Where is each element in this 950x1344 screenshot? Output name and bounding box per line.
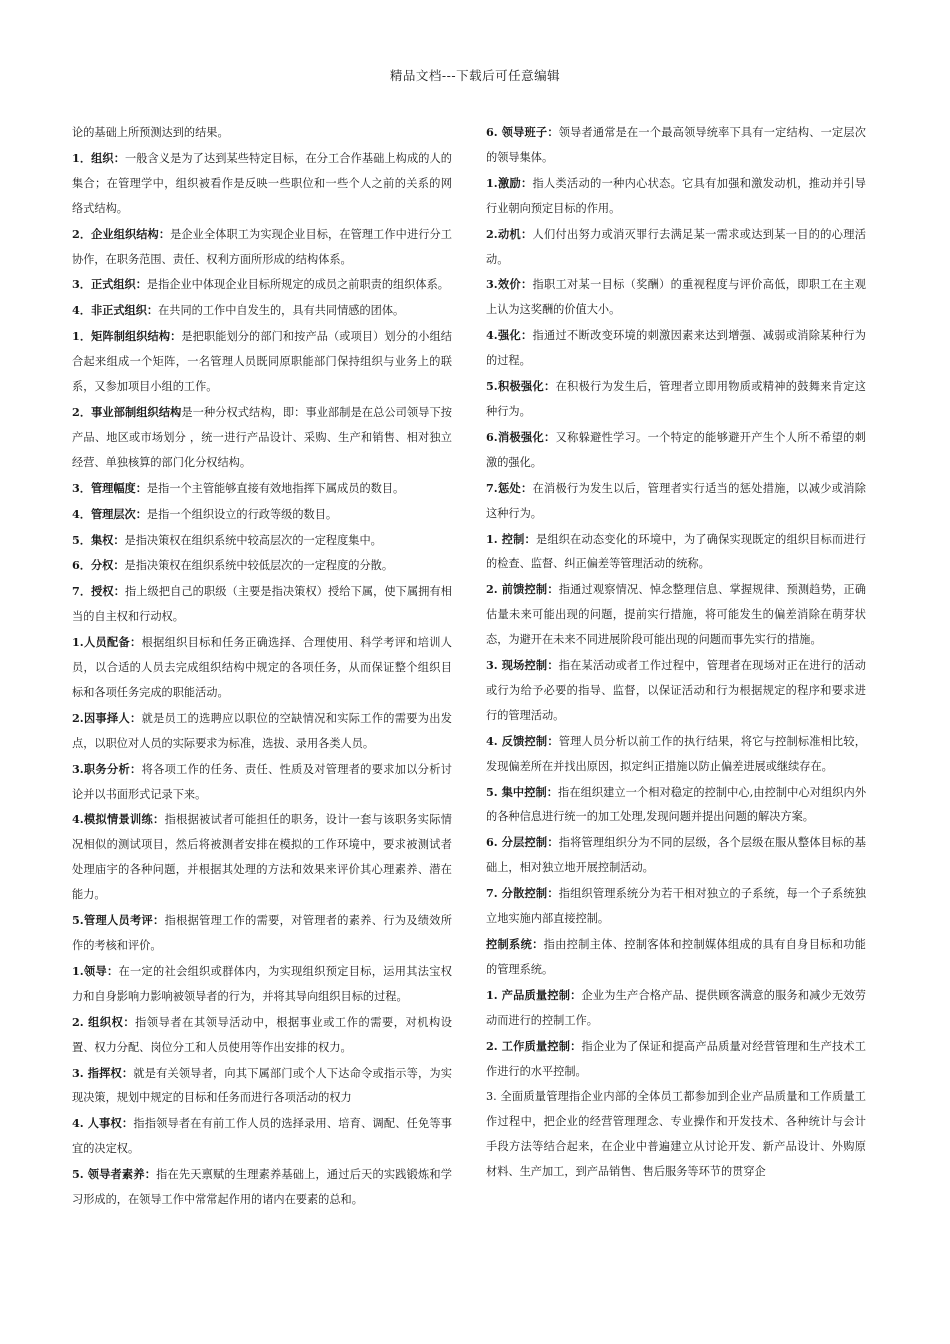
term: 1.人员配备： [72,635,142,650]
definition: 指根据被试者可能担任的职务，设计一套与该职务实际情况相似的测试项目，然后将被测者安排在模拟的工作环境中，要求被测试者处理庙宇的各种问题，并根据其处理的方法和效果来评价其心理素养、潜在能力。 [72,813,452,902]
paragraph [72,553,452,579]
paragraph [72,298,452,324]
definition: 又称躲避性学习。一个特定的能够避开产生个人所不希望的刺激的强化。 [486,430,866,469]
definition: 论的基础上所预测达到的结果。 [72,126,229,139]
paragraph [486,653,866,729]
paragraph [72,400,452,476]
term: 2. 前馈控制： [486,582,559,597]
term: 6. 分层控制： [486,835,559,850]
definition: 指指领导者在有前工作人员的选择录用、培育、调配、任免等事宜的决定权。 [72,1117,452,1156]
term: 7．授权： [72,584,125,599]
page-header: 精品文档---下载后可任意编辑 [389,68,561,83]
term: 4. 人事权： [72,1116,134,1131]
paragraph [486,729,866,780]
definition: 指在先天禀赋的生理素养基础上，通过后天的实践锻炼和学习形成的，在领导工作中常常起作用的诸内在要素的总和。 [72,1168,452,1207]
definition: 人们付出努力或消灭罪行去满足某一需求或达到某一目的的心理活动。 [486,227,866,266]
paragraph [72,959,452,1010]
paragraph [72,1010,452,1061]
definition: 根据组织目标和任务正确选择、合理使用、科学考评和培训人员，以合适的人员去完成组织结构中规定的各项任务，从而保证整个组织目标和各项任务完成的职能活动。 [72,636,452,699]
paragraph [486,881,866,932]
term: 6．分权： [72,558,125,573]
term: 6.消极强化： [486,429,556,444]
paragraph [486,932,866,983]
term: 6. 领导班子： [486,125,559,139]
term: 5．集权： [72,532,125,547]
term: 7. 分散控制： [486,886,559,901]
definition: 是指决策权在组织系统中较高层次的一定程度集中。 [124,533,382,547]
paragraph [486,272,866,323]
term: 3.效价： [486,277,533,292]
term: 控制系统： [486,937,544,951]
definition: 在消极行为发生以后，管理者实行适当的惩处措施，以减少或消除这种行为。 [486,481,866,520]
term: 4．非正式组织： [72,303,159,318]
paragraph [72,757,452,808]
definition: 是指一个主管能够直接有效地指挥下属成员的数目。 [146,481,405,495]
term: 1.激励： [486,175,533,190]
definition: 是一种分权式结构，即：事业部制是在总公司领导下按产品、地区或市场划分 ，统一进行产品设计、采购、生产和销售、相对独立经营、单独核算的部门化分权结构。 [72,405,452,469]
definition: 领导者通常是在一个最高领导统率下具有一定结构、一定层次的领导集体。 [486,126,866,164]
definition: 就是员工的选聘应以职位的空缺情况和实际工作的需要为出发点，以职位对人员的实际要求为标准，选拔、录用各类人员。 [72,711,452,750]
definition: 指职工对某一目标（奖酬）的重视程度与评价高低，即职工在主观上认为这奖酬的价值大小。 [486,278,866,317]
definition: 指在某活动或者工作过程中，管理者在现场对正在进行的活动或行为给予必要的指导、监督，以保证活动和行为根据规定的程序和要求进行的管理活动。 [486,659,866,722]
term: 1．矩阵制组织结构： [72,329,182,344]
definition: 指企业为了保证和提高产品质量对经营管理和生产技术工作进行的水平控制。 [486,1039,866,1078]
paragraph [72,1111,452,1162]
paragraph [486,323,866,374]
definition: 一般含义是为了达到某些特定目标，在分工合作基础上构成的人的集合；在管理学中，组织被看作是反映一些职位和一些个人之前的关系的网络式结构。 [72,151,452,215]
definition: 在积极行为发生后，管理者立即用物质或精神的鼓舞来肯定这种行为。 [486,380,866,418]
term: 2．企业组织结构： [72,226,171,241]
paragraph [72,630,452,706]
paragraph [72,222,452,273]
paragraph [486,830,866,881]
term: 1. 产品质量控制： [486,987,582,1002]
definition: 指由控制主体、控制客体和控制媒体组成的具有自身目标和功能的管理系统。 [486,938,866,976]
paragraph [72,476,452,502]
definition: 在一定的社会组织或群体内，为实现组织预定目标，运用其法宝权力和自身影响力影响被领导者的行为，并将其导向组织目标的过程。 [72,964,452,1003]
paragraph [486,171,866,222]
term: 3.职务分析： [72,761,142,776]
term: 5.管理人员考评： [72,913,165,928]
definition: 指在组织建立一个相对稳定的控制中心,由控制中心对组织内外的各种信息进行统一的加工处理,发现问题并提出问题的解决方案。 [486,785,867,824]
paragraph [486,476,866,527]
paragraph [72,528,452,554]
paragraph [486,425,866,476]
paragraph [486,120,866,171]
definition: 是组织在动态变化的环境中，为了确保实现既定的组织目标而进行的检查、监督、纠正偏差等管理活动的统称。 [486,532,866,571]
term: 5. 集中控制： [486,784,559,799]
definition: 是指企业中体现企业目标所规定的成员之前职责的组织体系。 [146,278,449,292]
term: 2. 工作质量控制： [486,1038,582,1053]
term: 2.因事择人： [72,710,142,725]
term: 2.动机： [486,226,533,241]
paragraph [486,983,866,1034]
definition: 是指一个组织设立的行政等级的数目。 [146,507,338,521]
term: 1. 控制： [486,531,536,546]
term: 1．组织： [72,150,125,165]
definition: 指上级把自己的职级（主要是指决策权）授给下属，使下属拥有相当的自主权和行动权。 [72,585,452,624]
paragraph [72,502,452,528]
term: 5. 领导者素养： [72,1167,157,1182]
paragraph [72,1061,452,1112]
definition: 企业为生产合格产品、提供顾客满意的服务和减少无效劳动而进行的控制工作。 [486,988,866,1027]
paragraph [72,706,452,757]
definition: 将各项工作的任务、责任、性质及对管理者的要求加以分析讨论并以书面形式记录下来。 [72,762,452,801]
paragraph [72,908,452,959]
definition: 管理人员分析以前工作的执行结果，将它与控制标准相比较，发现偏差所在并找出原因，拟定纠正措施以防止偏差进展或继续存在。 [486,734,866,773]
term: 4. 反馈控制： [486,733,559,748]
paragraph [486,577,866,653]
paragraph [72,120,452,146]
definition: 是把职能划分的部门和按产品（或项目）划分的小组结合起来组成一个矩阵，一名管理人员既同原职能部门保持组织与业务上的联系，又参加项目小组的工作。 [72,330,452,394]
term: 5.积极强化： [486,379,556,394]
term: 4.模拟情景训练： [72,812,165,827]
paragraph [486,222,866,273]
paragraph [486,1034,866,1085]
definition: 是指决策权在组织系统中较低层次的一定程度的分散。 [124,559,394,573]
paragraph [486,1084,866,1185]
left-column [72,120,452,1213]
definition: 就是有关领导者，向其下属部门或个人下达命令或指示等，为实现决策，规划中规定的目标和任务而进行各项活动的权力 [72,1066,452,1105]
definition: 在共同的工作中自发生的，具有共同情感的团体。 [158,304,405,318]
right-column [486,120,866,1185]
paragraph [486,374,866,425]
definition: 指组织管理系统分为若干相对独立的子系统，每一个子系统独立地实施内部直接控制。 [486,887,866,926]
paragraph [72,807,452,908]
term: 4．管理层次： [72,506,147,521]
term: 2. 组织权： [72,1014,136,1029]
paragraph [486,780,866,831]
definition: 指将管理组织分为不同的层级，各个层级在服从整体目标的基础上，相对独立地开展控制活动。 [486,836,866,875]
definition: 指通过不断改变环境的刺激因素来达到增强、减弱或消除某种行为的过程。 [486,329,866,368]
definition: 指根据管理工作的需要，对管理者的素养、行为及绩效所作的考核和评价。 [72,914,452,952]
paragraph [72,146,452,222]
term: 3. 指挥权： [72,1065,134,1080]
term: 7.惩处： [486,480,533,495]
definition: 3. 全面质量管理指企业内部的全体员工都参加到企业产品质量和工作质量工作过程中，把企业的经营管理理念、专业操作和开发技术、各种统计与会计手段方法等结合起来，在企业中普遍建立从讨论开发、新产品设计、外购原材料、生产加工，到产品销售、售后服务等环节的贯穿企 [486,1090,866,1179]
term: 3. 现场控制： [486,658,559,673]
paragraph [486,527,866,578]
definition: 是企业全体职工为实现企业目标，在管理工作中进行分工协作，在职务范围、责任、权利方面所形成的结构体系。 [72,227,452,266]
paragraph [72,272,452,298]
term: 2．事业部制组织结构 [72,404,182,419]
term: 4.强化： [486,328,533,343]
paragraph [72,324,452,400]
term: 3．管理幅度： [72,480,147,495]
term: 3．正式组织： [72,277,147,292]
paragraph [72,1162,452,1213]
paragraph [72,579,452,630]
definition: 指领导者在其领导活动中，根据事业或工作的需要，对机构设置、权力分配、岗位分工和人员使用等作出安排的权力。 [72,1015,452,1054]
definition: 指人类活动的一种内心状态。它具有加强和激发动机，推动并引导行业朝向预定目标的作用。 [486,176,866,215]
definition: 指通过观察情况、悼念整理信息、掌握规律、预测趋势，正确估量未来可能出现的问题，提前实行措施，将可能发生的偏差消除在萌芽状态，为避开在未来不同进展阶段可能出现的问题而事先实行的措施。 [486,583,866,647]
term: 1.领导： [72,963,119,978]
